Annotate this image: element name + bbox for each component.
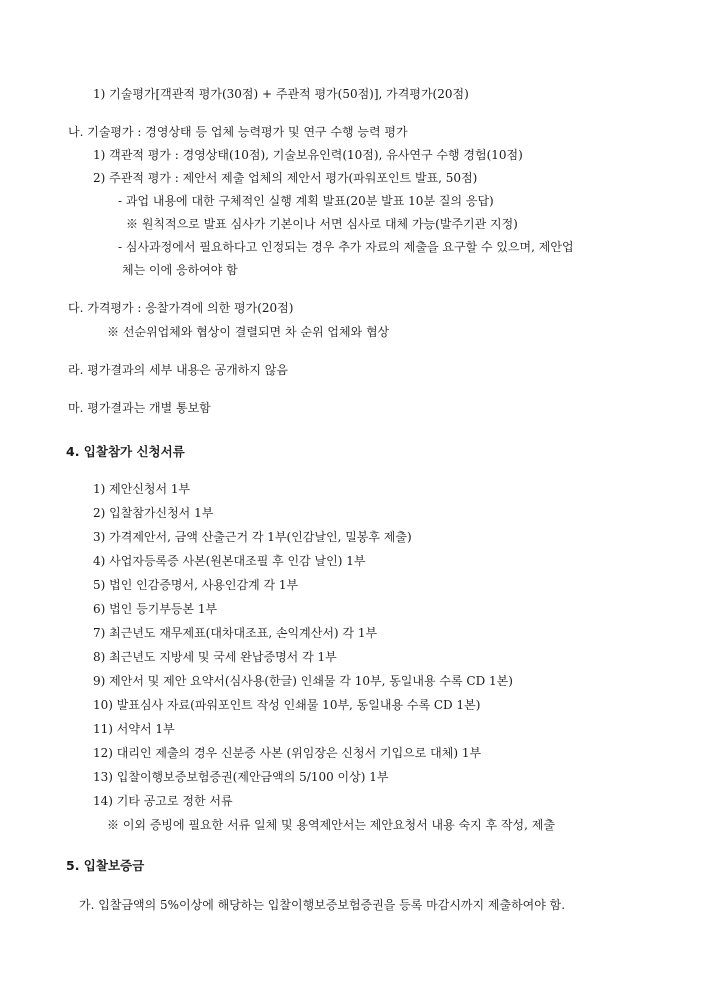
doc-list-item: 3) 가격제안서, 금액 산출근거 각 1부(인감날인, 밀봉후 제출) bbox=[93, 530, 412, 544]
review-note: ※ 원칙적으로 발표 심사가 기본이나 서면 심사로 대체 가능(발주기관 지정) bbox=[126, 217, 518, 231]
objective-eval-line: 1) 객관적 평가 : 경영상태(10점), 기술보유인력(10점), 유사연구 수행 경험(10점) bbox=[93, 148, 523, 162]
presentation-line: - 과업 내용에 대한 구체적인 실행 계획 발표(20분 발표 10분 질의 응답) bbox=[118, 194, 494, 208]
subjective-eval-line: 2) 주관적 평가 : 제안서 제출 업체의 제안서 평가(파워포인트 발표, 50점) bbox=[93, 171, 478, 185]
doc-list-item: 12) 대리인 제출의 경우 신분증 사본 (위임장은 신청서 기입으로 대체) 1부 bbox=[93, 746, 482, 760]
doc-list-item: 2) 입찰참가신청서 1부 bbox=[93, 506, 214, 520]
section5-title: 5. 입찰보증금 bbox=[66, 858, 145, 873]
doc-list-note: ※ 이외 증빙에 필요한 서류 일체 및 용역제안서는 제안요청서 내용 숙지 후 작성, 제출 bbox=[107, 818, 555, 832]
doc-list-item: 1) 제안신청서 1부 bbox=[93, 482, 191, 496]
additional-material-line-cont: 체는 이에 응하여야 함 bbox=[122, 263, 238, 277]
doc-list-item: 14) 기타 공고로 정한 서류 bbox=[93, 794, 233, 808]
doc-list-item: 5) 법인 인감증명서, 사용인감계 각 1부 bbox=[93, 578, 299, 592]
doc-list-item: 9) 제안서 및 제안 요약서(심사용(한글) 인쇄물 각 10부, 동일내용 수록 CD 1본) bbox=[93, 674, 513, 688]
bond-requirement-line: 가. 입찰금액의 5%이상에 해당하는 입찰이행보증보험증권을 등록 마감시까지 제출하여야 함. bbox=[79, 898, 566, 912]
price-eval-heading: 다. 가격평가 : 응찰가격에 의한 평가(20점) bbox=[68, 301, 294, 315]
results-private-line: 라. 평가결과의 세부 내용은 공개하지 않음 bbox=[68, 363, 288, 377]
doc-list-item: 6) 법인 등기부등본 1부 bbox=[93, 602, 218, 616]
section4-title: 4. 입찰참가 신청서류 bbox=[66, 444, 185, 459]
doc-list-item: 8) 최근년도 지방세 및 국세 완납증명서 각 1부 bbox=[93, 650, 337, 664]
doc-list-item: 11) 서약서 1부 bbox=[93, 722, 175, 736]
tech-eval-heading: 나. 기술평가 : 경영상태 등 업체 능력평가 및 연구 수행 능력 평가 bbox=[68, 125, 408, 139]
eval-method-line: 1) 기술평가[객관적 평가(30점) + 주관적 평가(50점)], 가격평가(20점) bbox=[93, 87, 469, 101]
doc-list-item: 7) 최근년도 재무제표(대차대조표, 손익계산서) 각 1부 bbox=[93, 626, 378, 640]
negotiation-note: ※ 선순위업체와 협상이 결렬되면 차 순위 업체와 협상 bbox=[107, 325, 390, 339]
additional-material-line: - 심사과정에서 필요하다고 인정되는 경우 추가 자료의 제출을 요구할 수 있으며, 제안업 bbox=[118, 240, 574, 254]
doc-list-item: 13) 입찰이행보증보험증권(제안금액의 5/100 이상) 1부 bbox=[93, 770, 389, 784]
doc-list-item: 10) 발표심사 자료(파워포인트 작성 인쇄물 10부, 동일내용 수록 CD 1본) bbox=[93, 698, 481, 712]
doc-list-item: 4) 사업자등록증 사본(원본대조필 후 인감 날인) 1부 bbox=[93, 554, 366, 568]
results-notice-line: 마. 평가결과는 개별 통보함 bbox=[68, 401, 211, 415]
